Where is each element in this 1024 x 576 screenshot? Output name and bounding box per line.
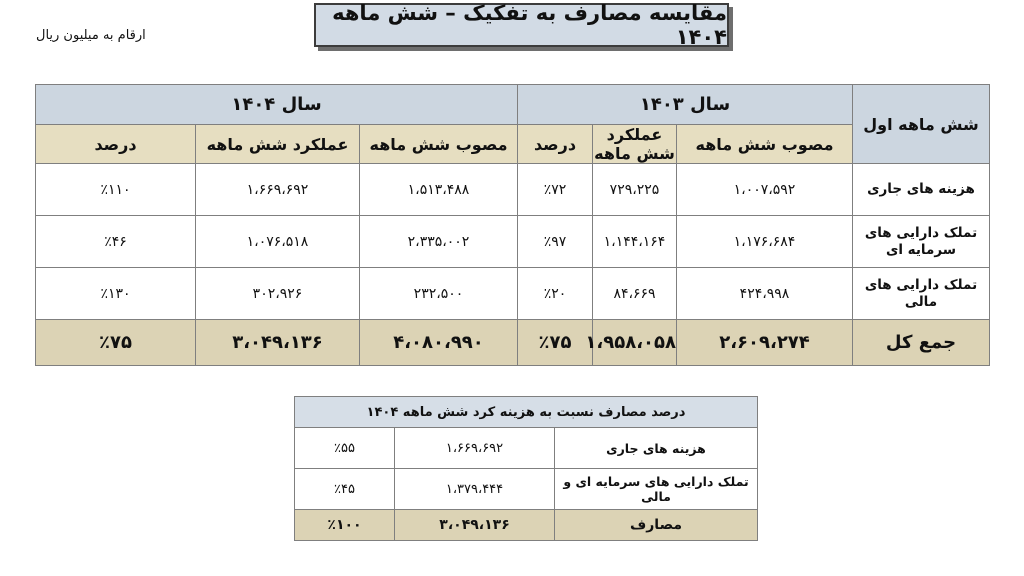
row-label: هزینه های جاری bbox=[853, 164, 990, 216]
ratio-table-title: درصد مصارف نسبت به هزینه کرد شش ماهه ۱۴۰۴ bbox=[295, 397, 758, 428]
col-actual-1404: عملکرد شش ماهه bbox=[196, 125, 360, 164]
comparison-table bbox=[35, 84, 990, 366]
table-cell: ۱،۰۰۷،۵۹۲ bbox=[677, 164, 853, 216]
row-header-corner: شش ماهه اول bbox=[853, 85, 990, 164]
table-cell: ٪۹۷ bbox=[518, 216, 593, 268]
table-cell: ۱،۰۷۶،۵۱۸ bbox=[196, 216, 360, 268]
table-cell: ۱،۱۴۴،۱۶۴ bbox=[593, 216, 677, 268]
page-title: مقایسه مصارف به تفکیک – شش ماهه ۱۴۰۴ bbox=[314, 3, 729, 47]
table-cell: ۱،۶۶۹،۶۹۲ bbox=[395, 428, 555, 469]
table-row bbox=[36, 268, 990, 320]
total-row bbox=[295, 510, 758, 541]
total-cell: ٪۷۵ bbox=[36, 320, 196, 366]
table-cell: ۲،۳۳۵،۰۰۲ bbox=[360, 216, 518, 268]
total-cell: ٪۱۰۰ bbox=[295, 510, 395, 541]
row-label: هزینه های جاری bbox=[555, 428, 758, 469]
table-cell: ۱،۶۶۹،۶۹۲ bbox=[196, 164, 360, 216]
table-row bbox=[36, 164, 990, 216]
table-cell: ۲۳۲،۵۰۰ bbox=[360, 268, 518, 320]
total-cell: ۲،۶۰۹،۲۷۴ bbox=[677, 320, 853, 366]
table-cell: ۴۲۴،۹۹۸ bbox=[677, 268, 853, 320]
year-header-1403: سال ۱۴۰۳ bbox=[518, 85, 853, 125]
total-row bbox=[36, 320, 990, 366]
table-cell: ۸۴،۶۶۹ bbox=[593, 268, 677, 320]
table-cell: ۱،۱۷۶،۶۸۴ bbox=[677, 216, 853, 268]
total-label: مصارف bbox=[555, 510, 758, 541]
col-approved-1404: مصوب شش ماهه bbox=[360, 125, 518, 164]
table-cell: ٪۵۵ bbox=[295, 428, 395, 469]
table-cell: ٪۴۵ bbox=[295, 469, 395, 510]
col-percent-1404: درصد bbox=[36, 125, 196, 164]
col-approved-1403: مصوب شش ماهه bbox=[677, 125, 853, 164]
table-cell: ٪۷۲ bbox=[518, 164, 593, 216]
table-cell: ٪۲۰ bbox=[518, 268, 593, 320]
table-row bbox=[36, 216, 990, 268]
unit-note: ارقام به میلیون ریال bbox=[36, 28, 146, 43]
col-percent-1403: درصد bbox=[518, 125, 593, 164]
table-cell: ٪۱۱۰ bbox=[36, 164, 196, 216]
total-cell: ۴،۰۸۰،۹۹۰ bbox=[360, 320, 518, 366]
table-cell: ۳۰۲،۹۲۶ bbox=[196, 268, 360, 320]
table-cell: ۱،۳۷۹،۴۴۴ bbox=[395, 469, 555, 510]
row-label: تملک دارایی های سرمایه ای و مالی bbox=[555, 469, 758, 510]
row-label: تملک دارایی های سرمایه ای bbox=[853, 216, 990, 268]
table-cell: ٪۴۶ bbox=[36, 216, 196, 268]
table-cell: ۷۲۹،۲۲۵ bbox=[593, 164, 677, 216]
table-cell: ۱،۵۱۳،۴۸۸ bbox=[360, 164, 518, 216]
total-cell: ۳،۰۴۹،۱۳۶ bbox=[395, 510, 555, 541]
row-label: تملک دارایی های مالی bbox=[853, 268, 990, 320]
table-row bbox=[295, 428, 758, 469]
ratio-table bbox=[294, 396, 758, 541]
year-header-1404: سال ۱۴۰۴ bbox=[36, 85, 518, 125]
total-cell: ٪۷۵ bbox=[518, 320, 593, 366]
total-cell: ۱،۹۵۸،۰۵۸ bbox=[593, 320, 677, 366]
col-actual-1403: عملکرد شش ماهه bbox=[594, 125, 675, 163]
table-cell: ٪۱۳۰ bbox=[36, 268, 196, 320]
table-row bbox=[295, 469, 758, 510]
total-cell: ۳،۰۴۹،۱۳۶ bbox=[196, 320, 360, 366]
total-label: جمع کل bbox=[853, 320, 990, 366]
